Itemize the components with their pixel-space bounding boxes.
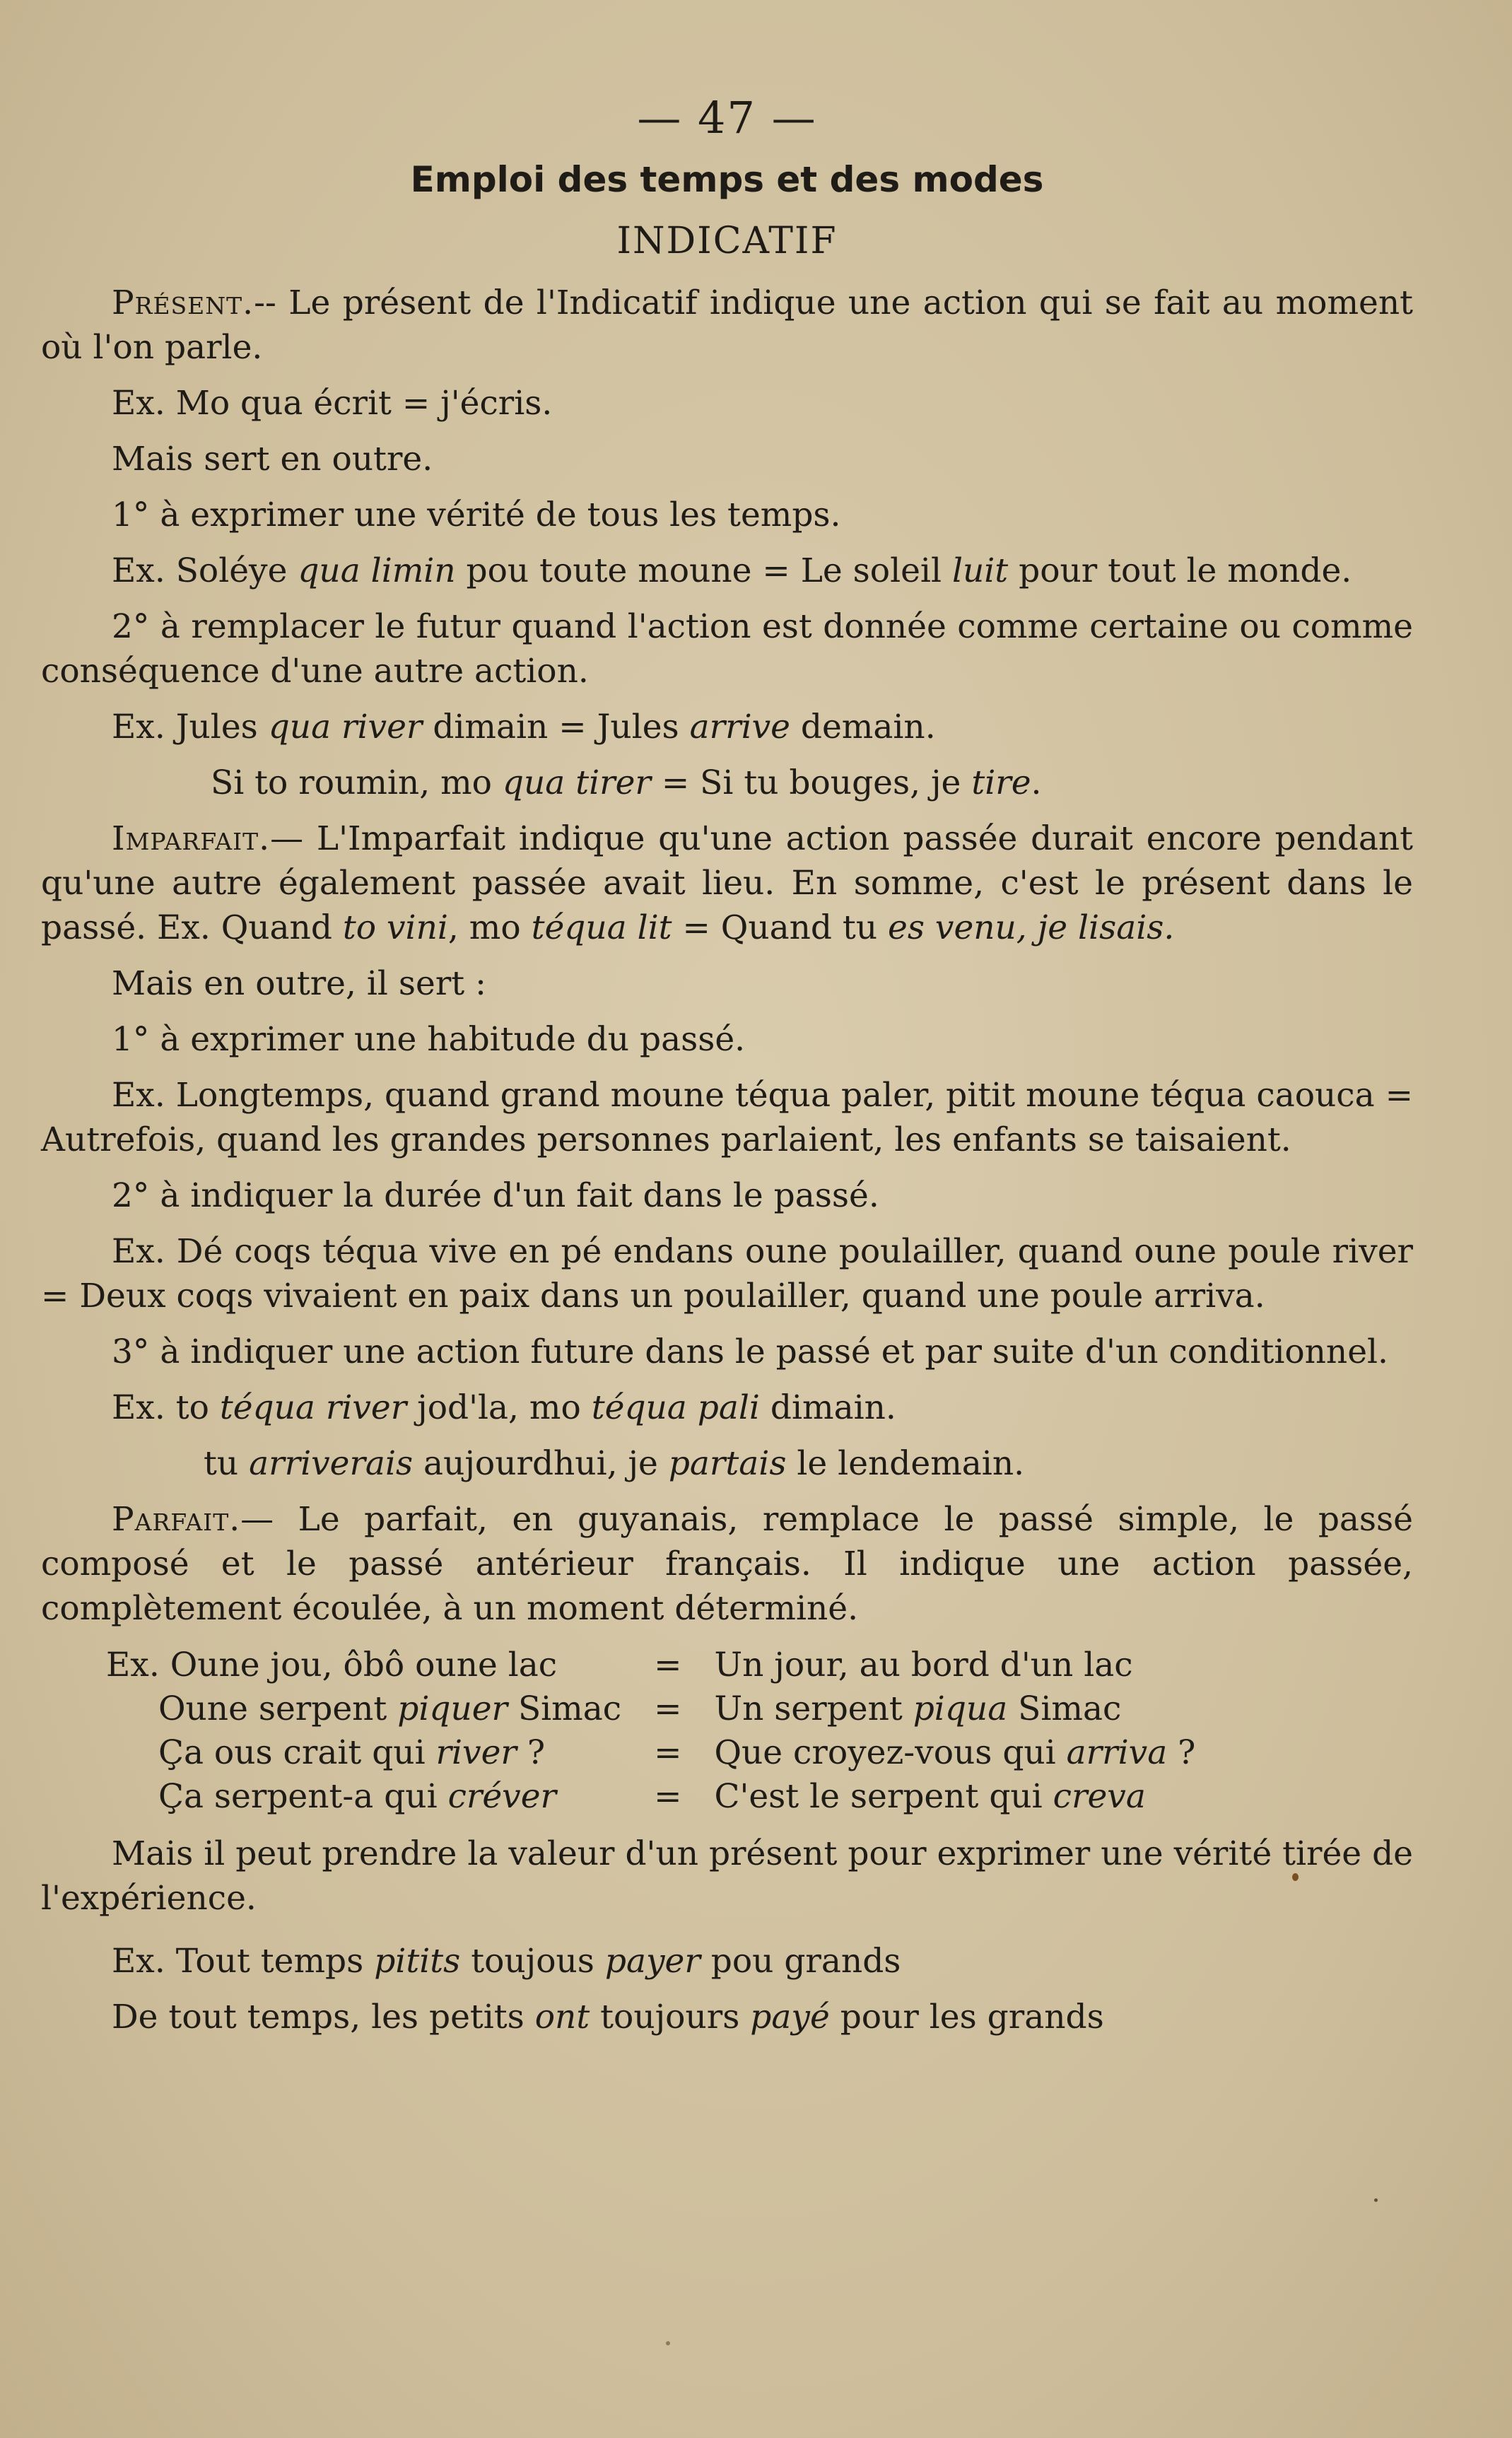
imparfait-mais: Mais en outre, il sert : xyxy=(112,964,486,1003)
italic-run: arrive xyxy=(689,708,790,746)
text-run: Ça ous crait qui xyxy=(158,1733,436,1772)
french-cell xyxy=(705,1643,1204,1687)
text-run: Oune serpent xyxy=(158,1689,398,1728)
present-item-2: 2° à remplacer le futur quand l'action est donnée comme certaine ou comme conséquence d'une autre action. xyxy=(41,607,1413,691)
present-example-1: Ex. Mo qua écrit = j'écris. xyxy=(112,384,553,423)
italic-run: créver xyxy=(447,1777,557,1816)
text-run: dimain. xyxy=(759,1388,896,1427)
text-run: le lendemain. xyxy=(786,1444,1025,1483)
present-example-4 xyxy=(41,761,1413,805)
text-run: pour les grands xyxy=(829,1998,1104,2036)
imparfait-label: Imparfait. xyxy=(112,819,271,858)
example-row xyxy=(98,1643,1204,1687)
guyanais-cell xyxy=(98,1687,630,1731)
text-run: Que croyez-vous qui xyxy=(714,1733,1067,1772)
text-run: toujous xyxy=(460,1942,605,1981)
guyanais-cell xyxy=(98,1643,630,1687)
text-run: = Si tu bouges, je xyxy=(650,763,972,802)
text-run: Ça serpent-a qui xyxy=(158,1777,448,1816)
italic-run: arriverais xyxy=(249,1444,414,1483)
italic-run: piqua xyxy=(913,1689,1008,1728)
italic-run: téqua pali xyxy=(591,1388,760,1427)
text-run: pou grands xyxy=(700,1942,901,1981)
italic-run: payé xyxy=(750,1998,830,2036)
imparfait-item-3: 3° à indiquer une action future dans le passé et par suite d'un conditionnel. xyxy=(112,1332,1388,1371)
example-row xyxy=(98,1731,1204,1775)
text-run: Simac xyxy=(1007,1689,1122,1728)
text-run: demain. xyxy=(790,708,936,746)
italic-run: es venu, je lisais. xyxy=(888,908,1175,947)
present-example-2 xyxy=(41,549,1413,593)
imparfait-item-2: 2° à indiquer la durée d'un fait dans le passé. xyxy=(112,1176,879,1215)
italic-run: ont xyxy=(534,1998,590,2036)
paper-speck xyxy=(666,2341,670,2345)
equals-sign: = xyxy=(654,1733,682,1772)
imparfait-example-3 xyxy=(41,1385,1413,1430)
present-sep: -- xyxy=(254,283,289,322)
italic-run: pitits xyxy=(374,1942,461,1981)
example-row xyxy=(98,1775,1204,1819)
text-run: tu xyxy=(204,1444,250,1483)
italic-run: téqua lit xyxy=(531,908,672,947)
italic-run: arriva xyxy=(1066,1733,1168,1772)
text-run: = Quand tu xyxy=(672,908,889,947)
text-run: , mo xyxy=(447,908,532,947)
italic-run: river xyxy=(435,1733,517,1772)
text-run: ? xyxy=(516,1733,546,1772)
parfait-sep: — xyxy=(240,1500,298,1539)
equals-sign: = xyxy=(654,1689,682,1728)
parfait-example-2 xyxy=(41,1995,1413,2039)
text-run: C'est le serpent qui xyxy=(714,1777,1053,1816)
text-run: L'Imparfait indique qu'une action passée durait encore pendant qu'une autre également passée avait lieu. En somme, c'est le présent dans le passé. Ex. Quand xyxy=(41,819,1413,947)
present-example-3 xyxy=(41,705,1413,749)
italic-run: qua river xyxy=(268,708,423,746)
italic-run: creva xyxy=(1053,1777,1146,1816)
section-subheading: INDICATIF xyxy=(616,220,838,262)
text-run: aujourdhui, je xyxy=(413,1444,669,1483)
imparfait-paragraph xyxy=(41,816,1413,950)
italic-run: payer xyxy=(604,1942,701,1981)
italic-run: qua limin xyxy=(298,551,456,590)
present-text: Le présent de l'Indicatif indique une action qui se fait au moment où l'on parle. xyxy=(41,283,1413,367)
paper-speck xyxy=(1292,1873,1299,1881)
parfait-paragraph xyxy=(41,1497,1413,1631)
italic-run: qua tirer xyxy=(502,763,651,802)
italic-run: partais xyxy=(668,1444,787,1483)
example-row xyxy=(98,1687,1204,1731)
text-run: . xyxy=(1031,763,1042,802)
section-heading: Emploi des temps et des modes xyxy=(410,159,1044,200)
guyanais-cell xyxy=(98,1731,630,1775)
text-run: ? xyxy=(1167,1733,1196,1772)
present-label: Présent. xyxy=(112,283,254,322)
imparfait-sep: — xyxy=(270,819,317,858)
italic-run: téqua river xyxy=(219,1388,407,1427)
imparfait-example-2: Ex. Dé coqs téqua vive en pé endans oune poulailler, quand oune poule river = Deux coqs vivaient en paix dans un poulailler, quand une poule arriva. xyxy=(41,1232,1413,1315)
parfait-label: Parfait. xyxy=(112,1500,241,1539)
text-run: Ex. to xyxy=(112,1388,220,1427)
imparfait-example-1: Ex. Longtemps, quand grand moune téqua paler, pitit moune téqua caouca = Autrefois, quand les grandes personnes parlaient, les enfants se taisaient. xyxy=(41,1076,1413,1159)
present-mais: Mais sert en outre. xyxy=(112,440,433,479)
text-run: Ex. Oune jou, ôbô oune lac xyxy=(106,1646,558,1684)
imparfait-example-4 xyxy=(41,1441,1413,1486)
text-run: Ex. Tout temps xyxy=(112,1942,375,1981)
french-cell xyxy=(705,1731,1204,1775)
italic-run: luit xyxy=(951,551,1009,590)
text-run: jod'la, mo xyxy=(406,1388,592,1427)
text-run: toujours xyxy=(590,1998,751,2036)
text-run: Si to roumin, mo xyxy=(211,763,503,802)
italic-run: piquer xyxy=(397,1689,508,1728)
text-run: Un jour, au bord d'un lac xyxy=(714,1646,1133,1684)
text-run: pou toute moune = Le soleil xyxy=(455,551,952,590)
present-paragraph xyxy=(41,281,1413,370)
text-run: Ex. Soléye xyxy=(112,551,298,590)
page-number: — 47 — xyxy=(637,92,817,143)
text-run: Un serpent xyxy=(714,1689,913,1728)
text-run: De tout temps, les petits xyxy=(112,1998,535,2036)
text-run: Le parfait, en guyanais, remplace le passé simple, le passé composé et le passé antérieur français. Il indique une action passée, complètement écoulée, à un moment déterminé. xyxy=(41,1500,1413,1628)
french-cell xyxy=(705,1775,1204,1819)
guyanais-cell xyxy=(98,1775,630,1819)
present-item-1: 1° à exprimer une vérité de tous les temps. xyxy=(112,496,841,534)
parfait-mais: Mais il peut prendre la valeur d'un présent pour exprimer une vérité tirée de l'expérience. xyxy=(41,1834,1413,1918)
equals-sign: = xyxy=(654,1646,682,1684)
text-run: Simac xyxy=(508,1689,622,1728)
text-run: dimain = Jules xyxy=(422,708,690,746)
french-cell xyxy=(705,1687,1204,1731)
text-run: Ex. Jules xyxy=(112,708,269,746)
italic-run: tire xyxy=(971,763,1031,802)
imparfait-item-1: 1° à exprimer une habitude du passé. xyxy=(112,1020,746,1059)
parfait-example-1 xyxy=(41,1939,1413,1983)
paper-speck xyxy=(1374,2198,1378,2202)
text-run: pour tout le monde. xyxy=(1008,551,1352,590)
equals-sign: = xyxy=(654,1777,682,1816)
parfait-example-table xyxy=(98,1643,1204,1819)
italic-run: to vini xyxy=(342,908,448,947)
